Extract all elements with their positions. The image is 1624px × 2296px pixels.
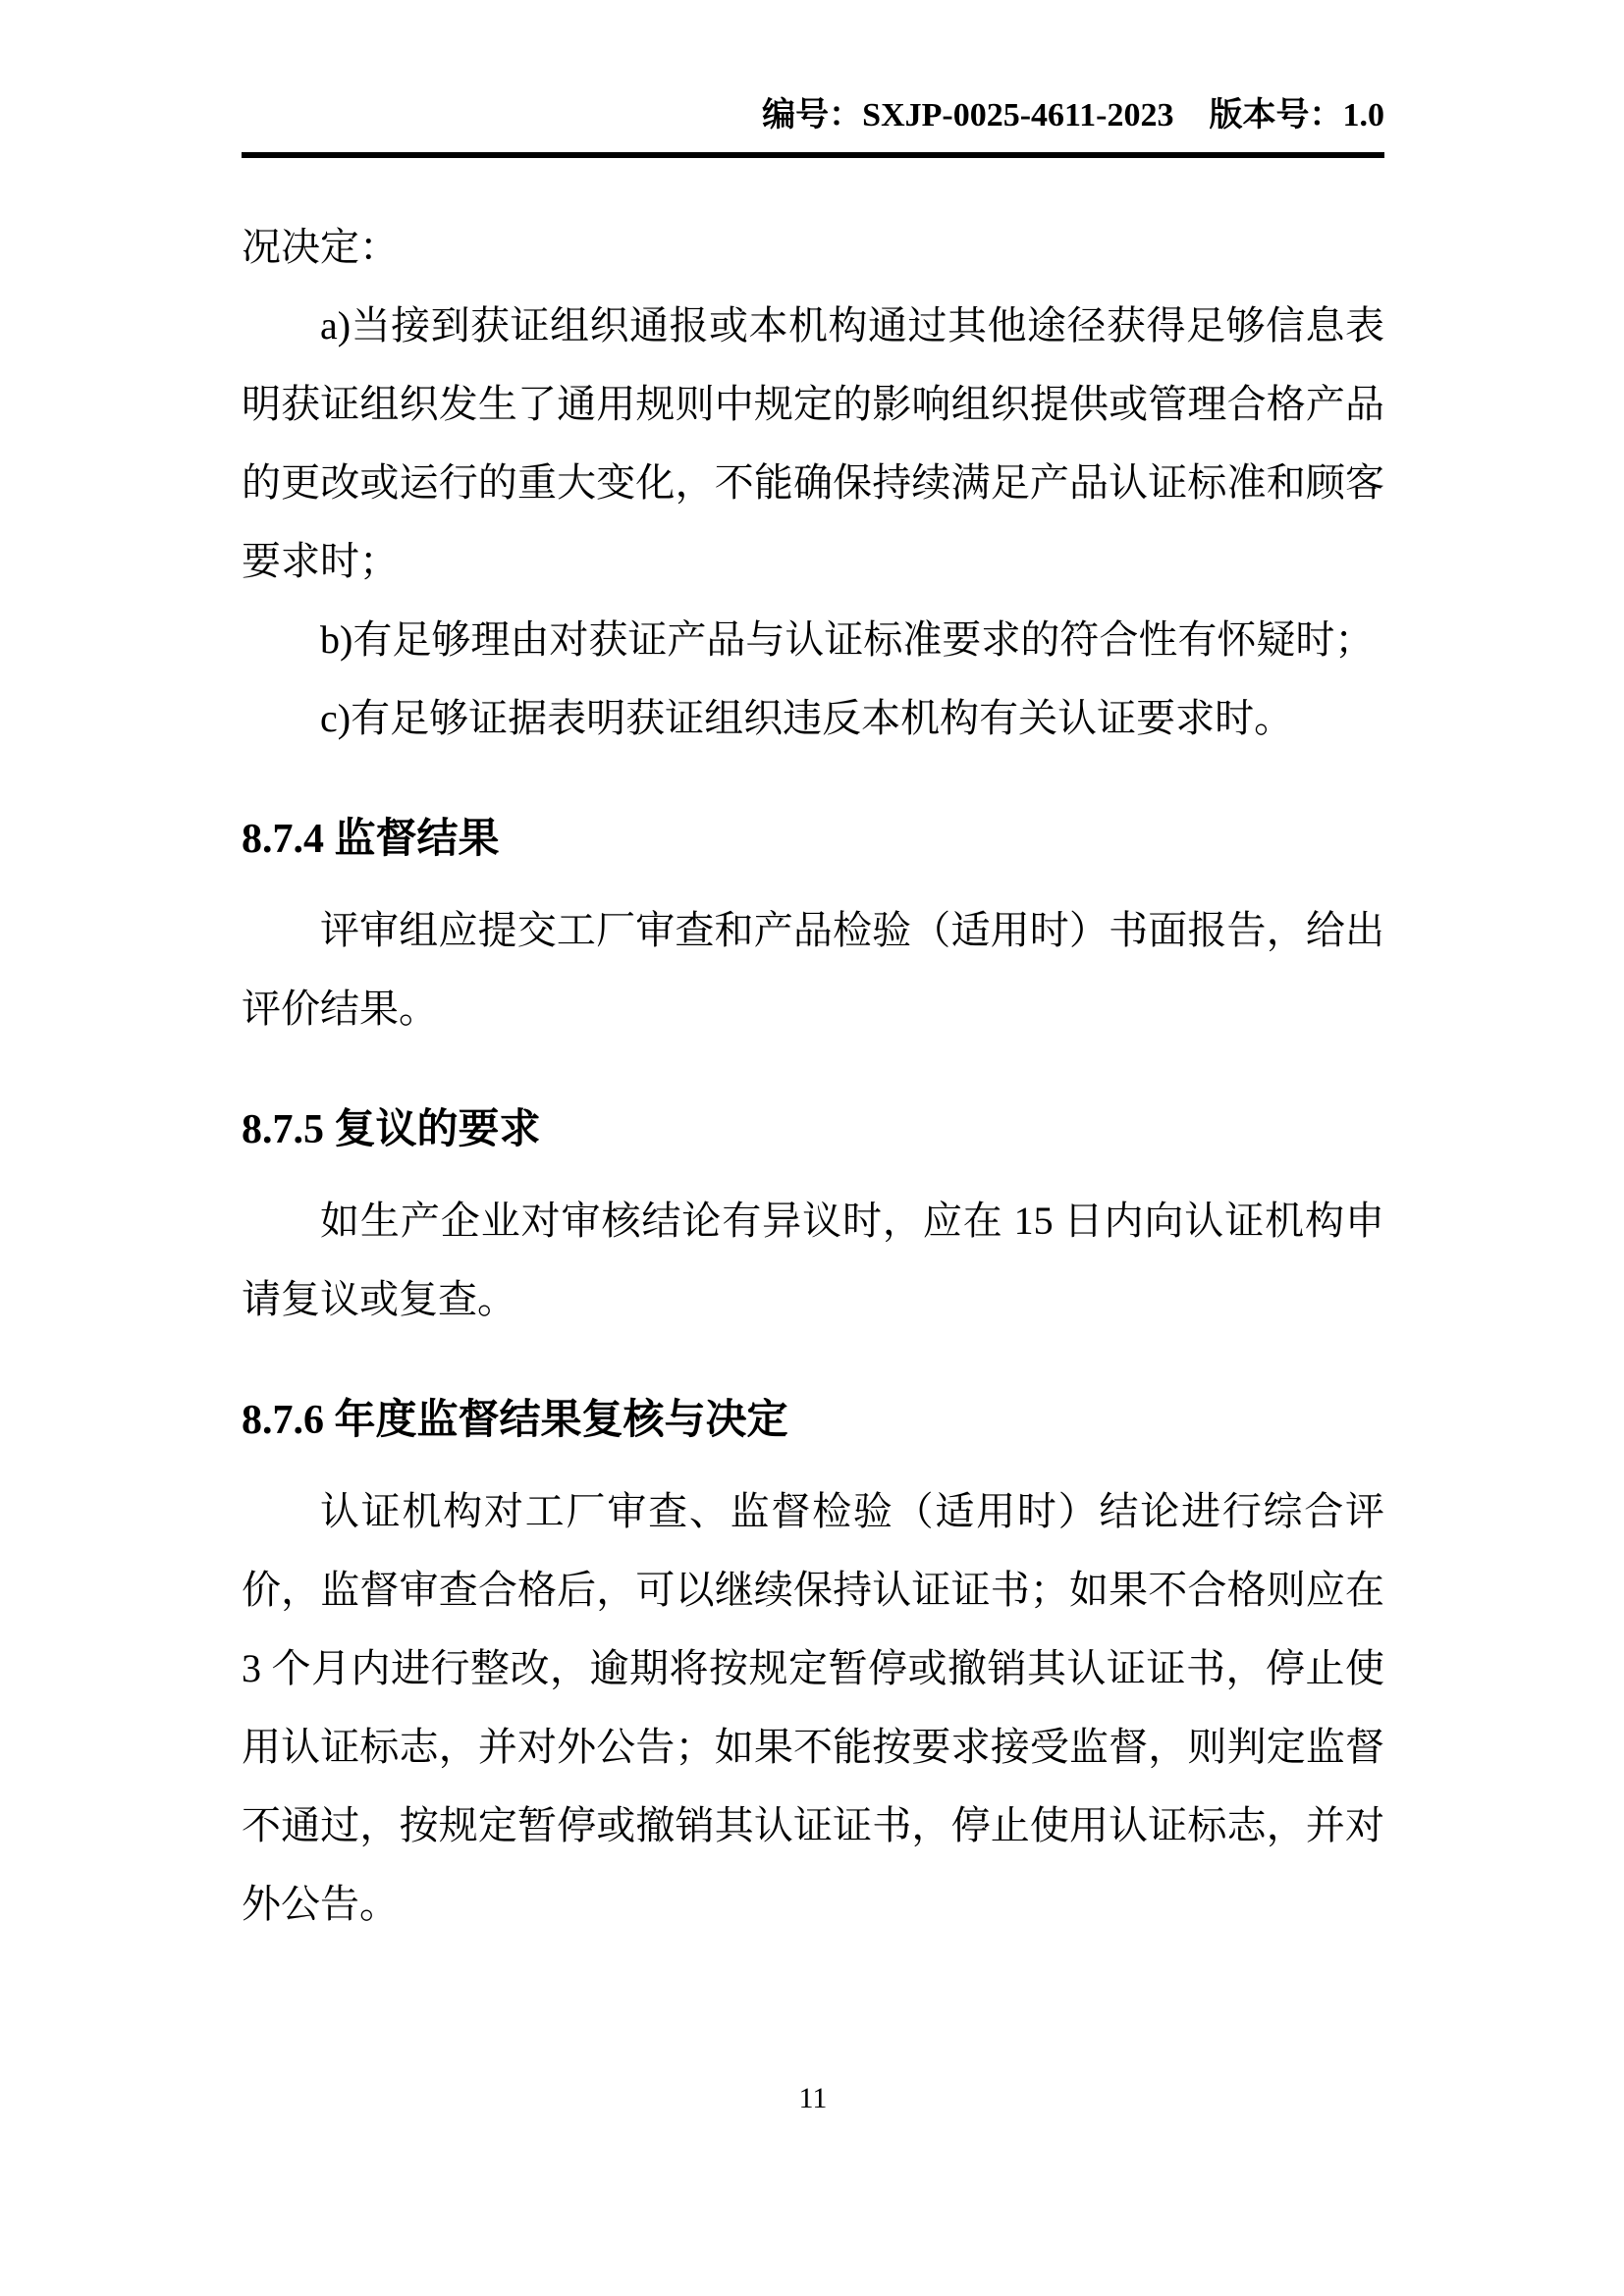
page-number: 11 <box>798 2082 828 2114</box>
version-label: 版本号： <box>1209 97 1343 133</box>
paragraph: 认证机构对工厂审查、监督检验（适用时）结论进行综合评价，监督审查合格后，可以继续保持认证证书；如果不合格则应在 3 个月内进行整改，逾期将按规定暂停或撤销其认证证书，停止使用认证标志，并对外公告；如果不能按要求接受监督，则判定监督不通过，按规定暂停或撤销其认证证书，停止使用认证标志，并对外公告。 <box>242 1489 1384 1926</box>
version-value: 1.0 <box>1342 97 1384 133</box>
paragraph: c)有足够证据表明获证组织违反本机构有关认证要求时。 <box>320 696 1294 740</box>
paragraph: a)当接到获证组织通报或本机构通过其他途径获得足够信息表明获证组织发生了通用规则中规定的影响组织提供或管理合格产品的更改或运行的重大变化，不能确保持续满足产品认证标准和顾客要求时； <box>242 303 1384 583</box>
section-heading: 8.7.4 监督结果 <box>242 817 500 862</box>
paragraph: 如生产企业对审核结论有异议时，应在 15 日内向认证机构申请复议或复查。 <box>242 1199 1384 1321</box>
paragraph: 况决定： <box>242 225 399 269</box>
document-body <box>242 208 1384 1944</box>
doc-number-value: SXJP-0025-4611-2023 <box>862 97 1174 133</box>
header-divider-line <box>242 152 1384 158</box>
section-heading: 8.7.6 年度监督结果复核与决定 <box>242 1398 788 1443</box>
paragraph: 评审组应提交工厂审查和产品检验（适用时）书面报告，给出评价结果。 <box>242 908 1384 1031</box>
doc-number-label: 编号： <box>762 97 863 133</box>
paragraph: b)有足够理由对获证产品与认证标准要求的符合性有怀疑时； <box>320 617 1375 662</box>
page-header <box>242 94 1384 137</box>
section-heading: 8.7.5 复议的要求 <box>242 1107 541 1152</box>
